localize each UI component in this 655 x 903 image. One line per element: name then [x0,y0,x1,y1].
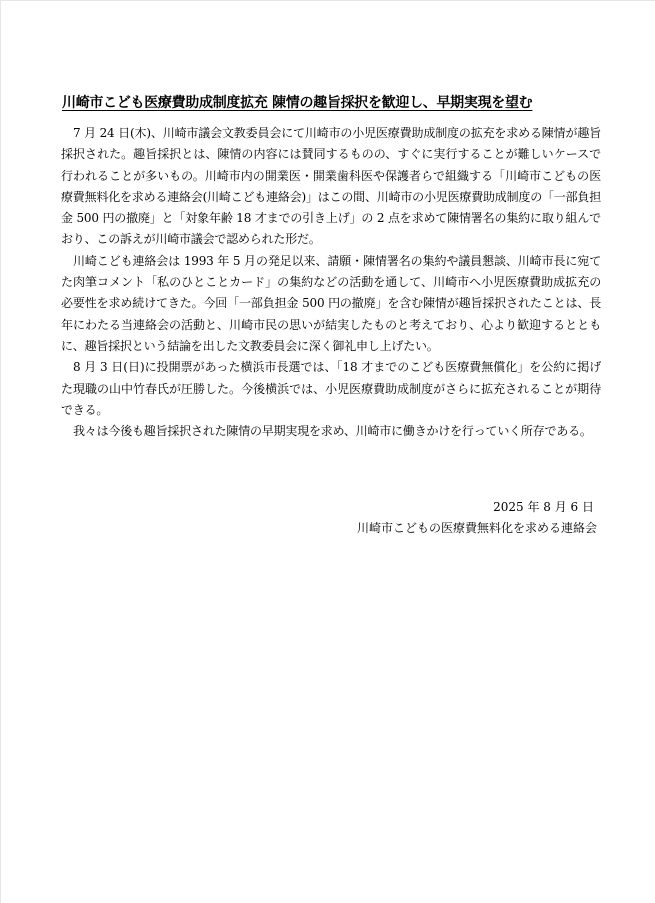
paragraph-yokohama-election: 8 月 3 日(日)に投開票があった横浜市長選では、「18 才までのこども医療費無償化」を公約に掲げた現職の山中竹春氏が圧勝した。今後横浜では、小児医療費助成制度がさらに拡充されることが期待できる。 [61,360,601,417]
organization-signature: 川崎市こどもの医療費無料化を求める連絡会 [356,521,597,535]
issue-date: 2025 年 8 月 6 日 [493,500,594,514]
paragraph-liaison-history: 川崎こども連絡会は 1993 年 5 月の発足以来、請願・陳情署名の集約や議員懇談、川崎市長に宛てた肉筆コメント「私のひとことカード」の集約などの活動を通して、川崎市へ小児医療費助成拡充の必要性を求め続けてきた。今回「一部負担金 500 円の撤廃」を含む陳情が趣旨採択されたことは、長年にわたる当連絡会の活動と、川崎市民の思いが結実したものと考えており、心より歓迎するとともに、趣旨採択という結論を出した文教委員会に深く御礼申し上げたい。 [61,253,601,353]
paragraph-closing-statement: 我々は今後も趣旨採択された陳情の早期実現を求め、川崎市に働きかけを行っていく所存である。 [73,424,592,439]
document-title: 川崎市こども医療費助成制度拡充 陳情の趣旨採択を歓迎し、早期実現を望む [62,95,533,111]
paragraph-committee-adoption: 7 月 24 日(木)、川崎市議会文教委員会にて川崎市の小児医療費助成制度の拡充を求める陳情が趣旨採択された。趣旨採択とは、陳情の内容には賛同するものの、すぐに実行することが難しいケースで行われることが多いもの。川崎市内の開業医・開業歯科医や保護者らで組織する「川崎市こどもの医療費無料化を求める連絡会(川崎こども連絡会)」はこの間、川崎市の小児医療費助成制度の「一部負担金 500 円の撤廃」と「対象年齢 18 才までの引き上げ」の 2 点を求めて陳情署名の集約に取り組んでおり、この訴えが川崎市議会で認められた形だ。 [61,126,601,247]
document-body [61,123,601,442]
